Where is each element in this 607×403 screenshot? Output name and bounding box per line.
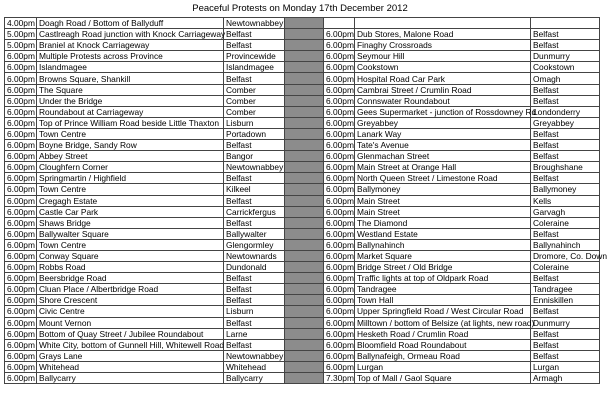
location-cell: Market Square xyxy=(355,250,531,261)
location-cell: Bloomfield Road Roundabout xyxy=(355,339,531,350)
time-cell: 6.00pm xyxy=(5,373,37,384)
table-row xyxy=(5,140,600,151)
column-separator xyxy=(285,62,324,73)
area-cell: Belfast xyxy=(224,273,285,284)
table-row xyxy=(5,217,600,228)
location-cell xyxy=(355,18,531,29)
location-cell: Town Hall xyxy=(355,295,531,306)
time-cell: 6.00pm xyxy=(324,173,355,184)
column-separator xyxy=(285,151,324,162)
column-separator xyxy=(285,117,324,128)
column-separator xyxy=(285,339,324,350)
area-cell: Ballywalter xyxy=(224,228,285,239)
location-cell: Shore Crescent xyxy=(37,295,224,306)
location-cell: Tate's Avenue xyxy=(355,140,531,151)
time-cell: 6.00pm xyxy=(324,95,355,106)
location-cell: Ballycarry xyxy=(37,373,224,384)
location-cell: Main Street at Orange Hall xyxy=(355,162,531,173)
area-cell: Armagh xyxy=(531,373,600,384)
time-cell: 6.00pm xyxy=(5,140,37,151)
location-cell: Milltown / bottom of Belsize (at lights, new road) xyxy=(355,317,531,328)
area-cell: Belfast xyxy=(224,295,285,306)
time-cell: 6.00pm xyxy=(5,84,37,95)
column-separator xyxy=(285,373,324,384)
column-separator xyxy=(285,262,324,273)
time-cell: 6.00pm xyxy=(324,140,355,151)
time-cell: 6.00pm xyxy=(5,106,37,117)
location-cell: Ballynafeigh, Ormeau Road xyxy=(355,350,531,361)
location-cell: Multiple Protests across Province xyxy=(37,51,224,62)
location-cell: Town Centre xyxy=(37,239,224,250)
area-cell: Belfast xyxy=(531,95,600,106)
table-row xyxy=(5,29,600,40)
time-cell: 6.00pm xyxy=(5,350,37,361)
table-row xyxy=(5,339,600,350)
area-cell: Ballynahinch xyxy=(531,239,600,250)
table-row xyxy=(5,206,600,217)
area-cell: Belfast xyxy=(531,273,600,284)
time-cell: 5.00pm xyxy=(5,40,37,51)
column-separator xyxy=(285,295,324,306)
area-cell: Glengormley xyxy=(224,239,285,250)
table-row xyxy=(5,151,600,162)
area-cell: Belfast xyxy=(531,306,600,317)
table-row xyxy=(5,306,600,317)
area-cell: Belfast xyxy=(531,151,600,162)
table-row xyxy=(5,173,600,184)
table-row xyxy=(5,73,600,84)
column-separator xyxy=(285,217,324,228)
location-cell: Shaws Bridge xyxy=(37,217,224,228)
time-cell: 6.00pm xyxy=(5,250,37,261)
table-row xyxy=(5,250,600,261)
time-cell: 6.00pm xyxy=(5,262,37,273)
column-separator xyxy=(285,228,324,239)
area-cell: Belfast xyxy=(224,40,285,51)
table-row xyxy=(5,51,600,62)
time-cell: 6.00pm xyxy=(5,273,37,284)
time-cell: 6.00pm xyxy=(5,151,37,162)
table-row xyxy=(5,184,600,195)
location-cell: Grays Lane xyxy=(37,350,224,361)
location-cell: Top of Mall / Gaol Square xyxy=(355,373,531,384)
location-cell: Main Street xyxy=(355,195,531,206)
time-cell: 6.00pm xyxy=(324,273,355,284)
location-cell: Browns Square, Shankill xyxy=(37,73,224,84)
location-cell: Castle Car Park xyxy=(37,206,224,217)
table-row xyxy=(5,295,600,306)
area-cell: Belfast xyxy=(531,128,600,139)
time-cell: 6.00pm xyxy=(5,184,37,195)
location-cell: Dub Stores, Malone Road xyxy=(355,29,531,40)
area-cell: Whitehead xyxy=(224,361,285,372)
time-cell: 6.00pm xyxy=(5,284,37,295)
location-cell: Traffic lights at top of Oldpark Road xyxy=(355,273,531,284)
area-cell: Londonderry xyxy=(531,106,600,117)
table-row xyxy=(5,128,600,139)
time-cell: 6.00pm xyxy=(324,350,355,361)
area-cell: Belfast xyxy=(224,140,285,151)
table-row xyxy=(5,62,600,73)
time-cell: 6.00pm xyxy=(324,295,355,306)
area-cell: Dunmurry xyxy=(531,51,600,62)
area-cell: Garvagh xyxy=(531,206,600,217)
time-cell: 6.00pm xyxy=(324,195,355,206)
area-cell: Belfast xyxy=(224,29,285,40)
time-cell: 6.00pm xyxy=(5,328,37,339)
time-cell: 6.00pm xyxy=(324,117,355,128)
time-cell: 6.00pm xyxy=(324,306,355,317)
location-cell: Roundabout at Carriageway xyxy=(37,106,224,117)
area-cell: Belfast xyxy=(224,195,285,206)
location-cell: Hospital Road Car Park xyxy=(355,73,531,84)
time-cell: 6.00pm xyxy=(324,84,355,95)
time-cell: 6.00pm xyxy=(5,195,37,206)
time-cell: 6.00pm xyxy=(5,217,37,228)
location-cell: Hesketh Road / Crumlin Road xyxy=(355,328,531,339)
area-cell: Greyabbey xyxy=(531,117,600,128)
location-cell: The Diamond xyxy=(355,217,531,228)
location-cell: Tandragee xyxy=(355,284,531,295)
time-cell: 6.00pm xyxy=(324,361,355,372)
location-cell: Main Street xyxy=(355,206,531,217)
area-cell: Belfast xyxy=(531,228,600,239)
area-cell: Provincewide xyxy=(224,51,285,62)
area-cell: Belfast xyxy=(224,284,285,295)
location-cell: Braniel at Knock Carriageway xyxy=(37,40,224,51)
area-cell: Newtownards xyxy=(224,250,285,261)
location-cell: Greyabbey xyxy=(355,117,531,128)
area-cell: Belfast xyxy=(531,173,600,184)
time-cell: 6.00pm xyxy=(324,284,355,295)
location-cell: Mount Vernon xyxy=(37,317,224,328)
area-cell: Newtownabbey xyxy=(224,162,285,173)
location-cell: Under the Bridge xyxy=(37,95,224,106)
area-cell: Bangor xyxy=(224,151,285,162)
area-cell: Dundonald xyxy=(224,262,285,273)
location-cell: Castlreagh Road junction with Knock Carriageway xyxy=(37,29,224,40)
column-separator xyxy=(285,18,324,29)
location-cell: Cloughfern Corner xyxy=(37,162,224,173)
area-cell: Broughshane xyxy=(531,162,600,173)
area-cell: Tandragee xyxy=(531,284,600,295)
column-separator xyxy=(285,206,324,217)
table-row xyxy=(5,317,600,328)
time-cell: 6.00pm xyxy=(5,62,37,73)
time-cell: 6.00pm xyxy=(324,73,355,84)
table-row xyxy=(5,84,600,95)
location-cell: Connswater Roundabout xyxy=(355,95,531,106)
location-cell: Whitehead xyxy=(37,361,224,372)
time-cell: 6.00pm xyxy=(5,239,37,250)
area-cell: Belfast xyxy=(224,73,285,84)
area-cell: Belfast xyxy=(224,173,285,184)
column-separator xyxy=(285,73,324,84)
time-cell: 6.00pm xyxy=(5,117,37,128)
time-cell: 6.00pm xyxy=(324,62,355,73)
column-separator xyxy=(285,284,324,295)
column-separator xyxy=(285,95,324,106)
time-cell: 6.00pm xyxy=(5,317,37,328)
time-cell: 6.00pm xyxy=(324,40,355,51)
time-cell: 6.00pm xyxy=(5,95,37,106)
column-separator xyxy=(285,162,324,173)
column-separator xyxy=(285,317,324,328)
area-cell: Portadown xyxy=(224,128,285,139)
column-separator xyxy=(285,173,324,184)
column-separator xyxy=(285,328,324,339)
location-cell: Boyne Bridge, Sandy Row xyxy=(37,140,224,151)
area-cell: Dunmurry xyxy=(531,317,600,328)
document-title: Peaceful Protests on Monday 17th December 2012 xyxy=(192,3,408,14)
location-cell: Town Centre xyxy=(37,128,224,139)
area-cell: Belfast xyxy=(224,317,285,328)
table-row xyxy=(5,106,600,117)
table-row xyxy=(5,162,600,173)
location-cell: Conway Square xyxy=(37,250,224,261)
location-cell: Town Centre xyxy=(37,184,224,195)
time-cell: 6.00pm xyxy=(324,51,355,62)
column-separator xyxy=(285,128,324,139)
location-cell: Finaghy Crossroads xyxy=(355,40,531,51)
location-cell: Upper Springfield Road / West Circular Road xyxy=(355,306,531,317)
time-cell: 6.00pm xyxy=(324,339,355,350)
location-cell: Abbey Street xyxy=(37,151,224,162)
time-cell: 6.00pm xyxy=(324,184,355,195)
area-cell: Lurgan xyxy=(531,361,600,372)
time-cell: 6.00pm xyxy=(324,250,355,261)
column-separator xyxy=(285,250,324,261)
area-cell xyxy=(531,18,600,29)
location-cell: Beersbridge Road xyxy=(37,273,224,284)
table-row xyxy=(5,350,600,361)
area-cell: Comber xyxy=(224,106,285,117)
time-cell: 6.00pm xyxy=(324,262,355,273)
area-cell: Coleraine xyxy=(531,262,600,273)
table-row xyxy=(5,95,600,106)
area-cell: Omagh xyxy=(531,73,600,84)
location-cell: Lurgan xyxy=(355,361,531,372)
column-separator xyxy=(285,40,324,51)
column-separator xyxy=(285,239,324,250)
area-cell: Belfast xyxy=(531,339,600,350)
area-cell: Kilkeel xyxy=(224,184,285,195)
time-cell: 6.00pm xyxy=(5,361,37,372)
table-row xyxy=(5,228,600,239)
area-cell: Newtownabbey xyxy=(224,18,285,29)
area-cell: Newtownabbey xyxy=(224,350,285,361)
area-cell: Cookstown xyxy=(531,62,600,73)
time-cell: 6.00pm xyxy=(5,228,37,239)
column-separator xyxy=(285,195,324,206)
area-cell: Comber xyxy=(224,95,285,106)
location-cell: Cluan Place / Albertbridge Road xyxy=(37,284,224,295)
table-row xyxy=(5,40,600,51)
table-row xyxy=(5,18,600,29)
location-cell: Seymour Hill xyxy=(355,51,531,62)
time-cell: 6.00pm xyxy=(324,239,355,250)
location-cell: Springmartin / Highfield xyxy=(37,173,224,184)
location-cell: Cambrai Street / Crumlin Road xyxy=(355,84,531,95)
area-cell: Dromore, Co. Down xyxy=(531,250,600,261)
time-cell: 6.00pm xyxy=(5,206,37,217)
area-cell: Islandmagee xyxy=(224,62,285,73)
time-cell: 6.00pm xyxy=(324,317,355,328)
table-row xyxy=(5,284,600,295)
location-cell: Islandmagee xyxy=(37,62,224,73)
location-cell: Gees Supermarket - junction of Rossdowney Rd xyxy=(355,106,531,117)
column-separator xyxy=(285,106,324,117)
time-cell: 6.00pm xyxy=(5,295,37,306)
area-cell: Coleraine xyxy=(531,217,600,228)
location-cell: Robbs Road xyxy=(37,262,224,273)
location-cell: Bridge Street / Old Bridge xyxy=(355,262,531,273)
column-separator xyxy=(285,306,324,317)
time-cell: 6.00pm xyxy=(324,29,355,40)
area-cell: Ballymoney xyxy=(531,184,600,195)
table-row xyxy=(5,262,600,273)
table-row xyxy=(5,239,600,250)
location-cell: Ballywalter Square xyxy=(37,228,224,239)
location-cell: Cookstown xyxy=(355,62,531,73)
location-cell: White City, bottom of Gunnell Hill, Whitewell Road xyxy=(37,339,224,350)
column-separator xyxy=(285,84,324,95)
area-cell: Belfast xyxy=(224,217,285,228)
location-cell: Doagh Road / Bottom of Ballyduff xyxy=(37,18,224,29)
location-cell: Bottom of Quay Street / Jubilee Roundabout xyxy=(37,328,224,339)
time-cell: 6.00pm xyxy=(324,106,355,117)
time-cell: 6.00pm xyxy=(324,151,355,162)
time-cell: 5.00pm xyxy=(5,29,37,40)
table-row xyxy=(5,361,600,372)
time-cell: 6.00pm xyxy=(5,173,37,184)
area-cell: Belfast xyxy=(531,350,600,361)
area-cell: Larne xyxy=(224,328,285,339)
location-cell: Cregagh Estate xyxy=(37,195,224,206)
area-cell: Belfast xyxy=(531,29,600,40)
location-cell: Lanark Way xyxy=(355,128,531,139)
area-cell: Enniskillen xyxy=(531,295,600,306)
time-cell: 6.00pm xyxy=(324,328,355,339)
location-cell: Top of Prince William Road beside Little Thaxton xyxy=(37,117,224,128)
time-cell: 6.00pm xyxy=(324,217,355,228)
time-cell: 6.00pm xyxy=(5,128,37,139)
area-cell: Belfast xyxy=(531,40,600,51)
time-cell: 6.00pm xyxy=(324,206,355,217)
column-separator xyxy=(285,184,324,195)
time-cell: 6.00pm xyxy=(5,306,37,317)
time-cell: 6.00pm xyxy=(5,339,37,350)
area-cell: Carrickfergus xyxy=(224,206,285,217)
column-separator xyxy=(285,350,324,361)
column-separator xyxy=(285,51,324,62)
table-row xyxy=(5,195,600,206)
table-row xyxy=(5,117,600,128)
column-separator xyxy=(285,29,324,40)
column-separator xyxy=(285,361,324,372)
time-cell: 4.00pm xyxy=(5,18,37,29)
time-cell: 6.00pm xyxy=(324,128,355,139)
area-cell: Belfast xyxy=(531,84,600,95)
area-cell: Belfast xyxy=(224,339,285,350)
location-cell: Ballynahinch xyxy=(355,239,531,250)
area-cell: Belfast xyxy=(531,140,600,151)
area-cell: Lisburn xyxy=(224,306,285,317)
protest-schedule-table xyxy=(4,17,607,384)
area-cell: Belfast xyxy=(531,328,600,339)
table-row xyxy=(5,328,600,339)
time-cell: 7.30pm xyxy=(324,373,355,384)
area-cell: Kells xyxy=(531,195,600,206)
column-separator xyxy=(285,140,324,151)
time-cell: 6.00pm xyxy=(5,51,37,62)
column-separator xyxy=(285,273,324,284)
table-row xyxy=(5,273,600,284)
time-cell: 6.00pm xyxy=(324,228,355,239)
location-cell: Westland Estate xyxy=(355,228,531,239)
table-row xyxy=(5,373,600,384)
location-cell: Ballymoney xyxy=(355,184,531,195)
time-cell: 6.00pm xyxy=(5,73,37,84)
location-cell: Glenmachan Street xyxy=(355,151,531,162)
time-cell: 6.00pm xyxy=(5,162,37,173)
time-cell xyxy=(324,18,355,29)
area-cell: Comber xyxy=(224,84,285,95)
time-cell: 6.00pm xyxy=(324,162,355,173)
location-cell: Civic Centre xyxy=(37,306,224,317)
area-cell: Lisburn xyxy=(224,117,285,128)
location-cell: The Square xyxy=(37,84,224,95)
area-cell: Ballycarry xyxy=(224,373,285,384)
location-cell: North Queen Street / Limestone Road xyxy=(355,173,531,184)
